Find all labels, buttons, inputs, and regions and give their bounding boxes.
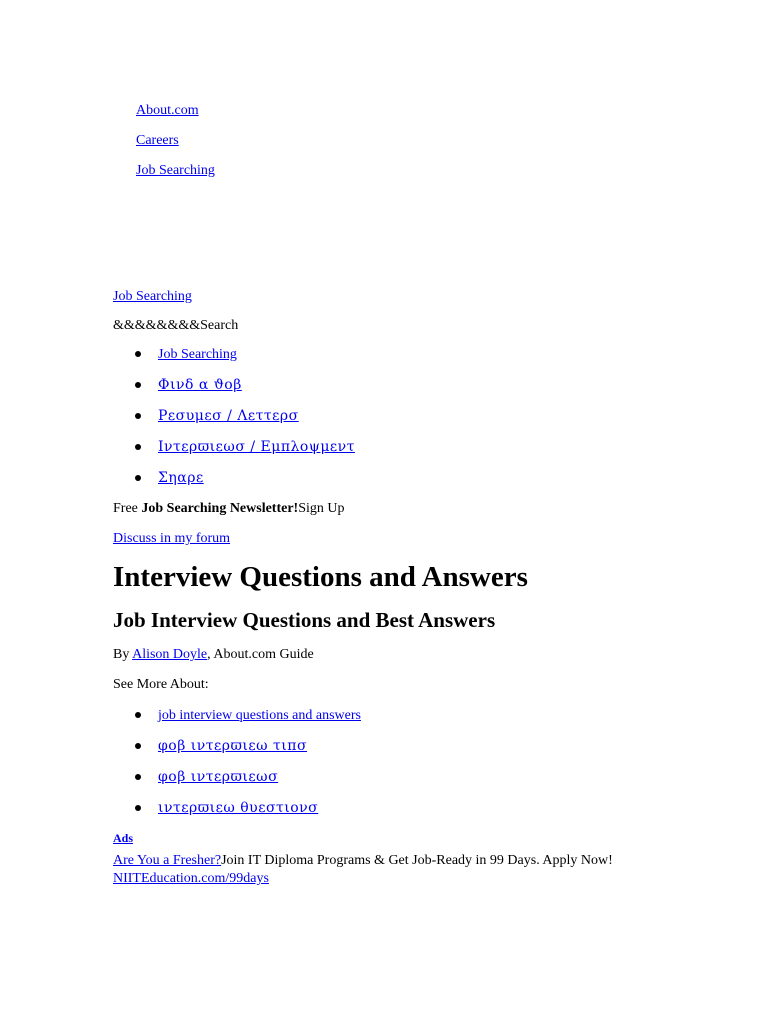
ad-text — [113, 852, 753, 870]
see-more-link[interactable]: job interview questions and answers — [158, 708, 361, 723]
breadcrumb-link-job-searching[interactable]: Job Searching — [136, 163, 215, 178]
see-more-item — [113, 731, 753, 762]
section-title — [113, 288, 753, 317]
forum-link[interactable]: Discuss in my forum — [113, 531, 231, 546]
breadcrumb-link-about[interactable]: About.com — [136, 103, 199, 118]
newsletter-name: Job Searching Newsletter! — [141, 501, 299, 516]
nav-item-find-a-job — [113, 370, 753, 401]
newsletter-signup — [113, 494, 753, 524]
nav-item-share — [113, 463, 753, 494]
main-content — [113, 288, 753, 888]
ad-url — [113, 870, 753, 888]
author-link[interactable]: Alison Doyle — [132, 647, 208, 662]
nav-link-resumes-letters[interactable]: Ρεσυμεσ / Λεττερσ — [158, 408, 299, 424]
nav-link-job-searching[interactable]: Job Searching — [158, 347, 237, 362]
see-more-link[interactable]: ιντερϖιεω θυεστιονσ — [158, 800, 319, 816]
ad-headline-link[interactable]: Are You a Fresher? — [113, 853, 222, 868]
forum-link-row — [113, 524, 753, 554]
ad-body: Join IT Diploma Programs & Get Job-Ready in 99 Days. Apply Now! — [221, 853, 613, 868]
search-text[interactable]: &&&&&&&&Search — [113, 318, 239, 333]
breadcrumb-item-job-searching — [136, 156, 215, 186]
nav-item-resumes-letters — [113, 401, 753, 432]
see-more-item — [113, 793, 753, 824]
breadcrumb-item-about — [136, 96, 215, 126]
breadcrumb-item-careers — [136, 126, 215, 156]
byline-prefix: By — [113, 647, 133, 662]
nav-item-job-searching — [113, 339, 753, 370]
see-more-item — [113, 700, 753, 731]
see-more-link[interactable]: φοβ ιντερϖιεω τιπσ — [158, 738, 308, 754]
ads-label-link[interactable]: Ads — [113, 831, 134, 845]
nav-link-find-a-job[interactable]: Φινδ α ϑοβ — [158, 377, 242, 393]
see-more-list — [113, 700, 753, 824]
nav-item-interviews-employment — [113, 432, 753, 463]
section-nav — [113, 339, 753, 494]
ad-url-link[interactable]: NIITEducation.com/99days — [113, 871, 269, 886]
article-title: Interview Questions and Answers — [113, 561, 528, 593]
see-more-link[interactable]: φοβ ιντερϖιεωσ — [158, 769, 279, 785]
article-subtitle: Job Interview Questions and Best Answers — [113, 608, 496, 632]
nav-link-share[interactable]: Σηαρε — [158, 470, 204, 486]
see-more-label: See More About: — [113, 677, 209, 692]
section-title-link[interactable]: Job Searching — [113, 289, 192, 304]
byline-suffix: , About.com Guide — [207, 647, 314, 662]
ads-label — [113, 824, 753, 852]
byline — [113, 640, 753, 670]
nav-link-interviews-employment[interactable]: Ιντερϖιεωσ / Εμπλοψμεντ — [158, 439, 355, 455]
newsletter-signup-button[interactable]: Sign Up — [298, 501, 345, 516]
see-more-item — [113, 762, 753, 793]
breadcrumb — [136, 96, 215, 186]
newsletter-prefix: Free — [113, 501, 142, 516]
breadcrumb-link-careers[interactable]: Careers — [136, 133, 179, 148]
